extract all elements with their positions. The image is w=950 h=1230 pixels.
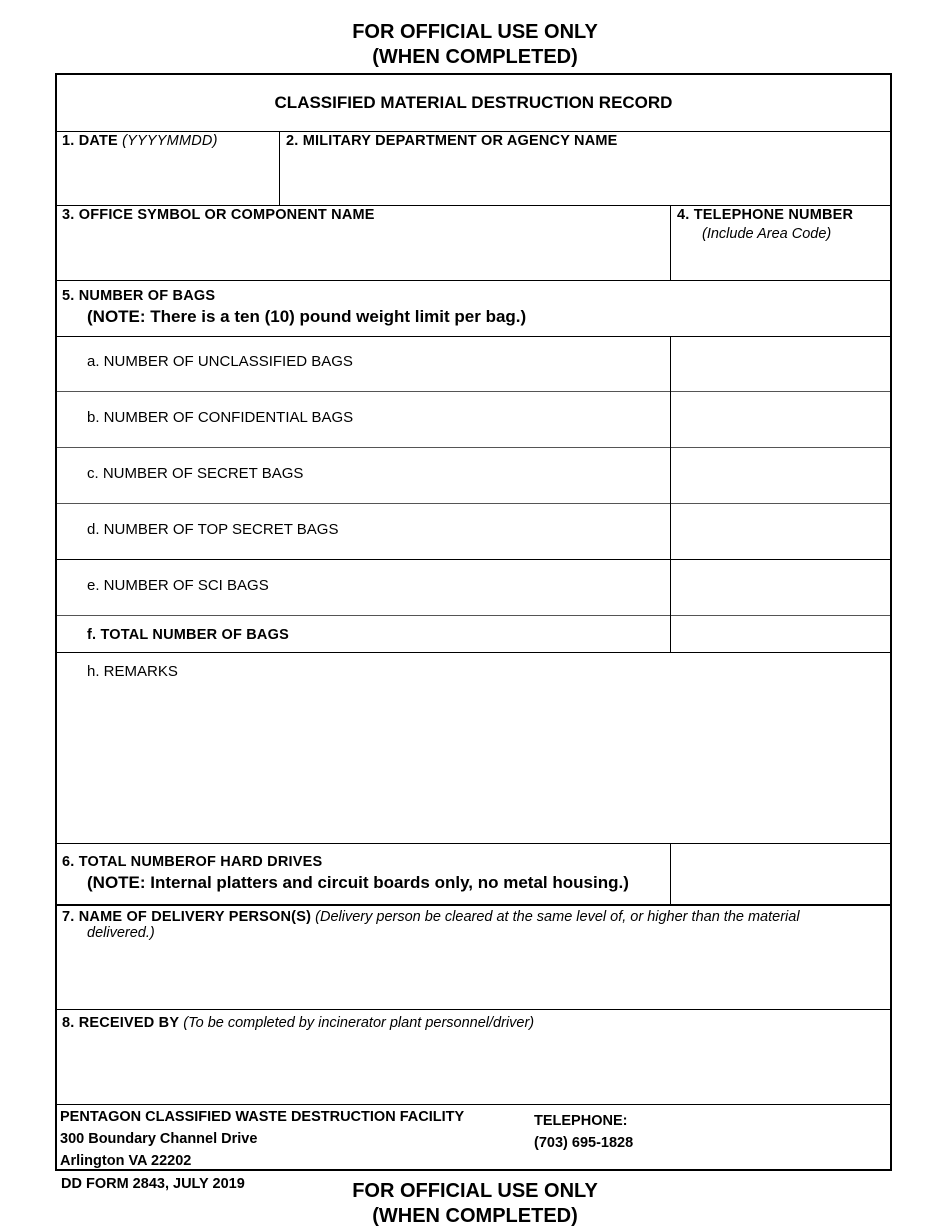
divider: [279, 131, 280, 206]
telephone-hint: (Include Area Code): [702, 226, 832, 242]
secret-bags-input[interactable]: [679, 467, 883, 485]
hard-drives-note: (NOTE: Internal platters and circuit boards only, no metal housing.): [87, 873, 629, 892]
remarks-label: h. REMARKS: [87, 663, 178, 680]
top-banner: [0, 20, 950, 70]
facility-name: PENTAGON CLASSIFIED WASTE DESTRUCTION FACILITY: [60, 1109, 465, 1125]
divider: [57, 904, 890, 906]
delivery-person-input[interactable]: [62, 953, 876, 971]
destruction-record-form: [55, 73, 892, 1171]
unclassified-bags-label: a. NUMBER OF UNCLASSIFIED BAGS: [87, 353, 353, 370]
office-symbol-cell: [62, 207, 667, 279]
agency-cell: [286, 133, 886, 205]
divider: [57, 559, 890, 560]
date-label-line: [62, 133, 277, 149]
facility-city: Arlington VA 22202: [60, 1153, 192, 1169]
divider: [57, 205, 890, 206]
divider: [57, 652, 890, 653]
office-symbol-input[interactable]: [62, 231, 661, 249]
divider: [57, 1104, 890, 1105]
telephone-cell: [677, 207, 889, 279]
hard-drives-label: 6. TOTAL NUMBEROF HARD DRIVES: [62, 854, 323, 870]
bottom-banner: [0, 1179, 950, 1229]
divider: [670, 336, 671, 652]
received-by-hint: (To be completed by incinerator plant personnel/driver): [183, 1015, 535, 1031]
delivery-person-cell: [62, 909, 887, 1007]
divider: [670, 843, 671, 905]
hard-drives-cell: [62, 854, 667, 902]
agency-input[interactable]: [286, 157, 880, 175]
divider: [57, 131, 890, 132]
bags-label: 5. NUMBER OF BAGS: [62, 288, 216, 304]
telephone-input[interactable]: [677, 246, 881, 264]
divider: [57, 336, 890, 337]
top-secret-bags-label: d. NUMBER OF TOP SECRET BAGS: [87, 521, 339, 538]
received-by-label: 8. RECEIVED BY: [62, 1015, 180, 1031]
unclassified-bags-input[interactable]: [679, 355, 883, 373]
top-secret-bags-input[interactable]: [679, 523, 883, 541]
divider: [57, 843, 890, 844]
divider: [57, 615, 890, 616]
date-input[interactable]: [62, 157, 271, 175]
top-banner-line1: FOR OFFICIAL USE ONLY: [352, 21, 598, 43]
agency-label: 2. MILITARY DEPARTMENT OR AGENCY NAME: [286, 133, 618, 149]
secret-bags-label: c. NUMBER OF SECRET BAGS: [87, 465, 304, 482]
confidential-bags-input[interactable]: [679, 411, 883, 429]
form-title-cell: [57, 75, 890, 130]
delivery-person-hint: (Delivery person be cleared at the same level of, or higher than the material: [315, 909, 800, 925]
facility-telephone-label: TELEPHONE:: [534, 1113, 628, 1129]
divider: [57, 280, 890, 281]
date-format-hint: (YYYYMMDD): [122, 133, 218, 149]
date-label: 1. DATE: [62, 133, 118, 149]
divider: [57, 447, 890, 448]
received-by-label-line: [62, 1015, 887, 1031]
form-id: DD FORM 2843, JULY 2019: [61, 1176, 245, 1192]
divider: [57, 1009, 890, 1010]
delivery-person-label: 7. NAME OF DELIVERY PERSON(S): [62, 909, 312, 925]
remarks-textarea[interactable]: [87, 687, 881, 841]
total-bags-input[interactable]: [679, 625, 883, 643]
facility-telephone-number: (703) 695-1828: [534, 1135, 634, 1151]
sci-bags-label: e. NUMBER OF SCI BAGS: [87, 577, 269, 594]
bottom-banner-line2: (WHEN COMPLETED): [372, 1205, 578, 1227]
date-cell: [62, 133, 277, 205]
total-bags-label: f. TOTAL NUMBER OF BAGS: [87, 627, 289, 643]
facility-street: 300 Boundary Channel Drive: [60, 1131, 258, 1147]
received-by-cell: [62, 1015, 887, 1103]
telephone-label: 4. TELEPHONE NUMBER: [677, 207, 854, 223]
divider: [670, 205, 671, 280]
sci-bags-input[interactable]: [679, 579, 883, 597]
form-title: CLASSIFIED MATERIAL DESTRUCTION RECORD: [274, 92, 673, 112]
confidential-bags-label: b. NUMBER OF CONFIDENTIAL BAGS: [87, 409, 354, 426]
received-by-input[interactable]: [62, 1045, 876, 1063]
top-banner-line2: (WHEN COMPLETED): [372, 46, 578, 68]
facility-telephone: [534, 1110, 734, 1154]
divider: [57, 503, 890, 504]
facility-address: [60, 1106, 530, 1168]
divider: [57, 391, 890, 392]
hard-drives-input[interactable]: [679, 863, 883, 881]
bags-weight-note: (NOTE: There is a ten (10) pound weight limit per bag.): [87, 307, 527, 326]
delivery-person-hint-cont: delivered.): [87, 925, 155, 941]
bottom-banner-line1: FOR OFFICIAL USE ONLY: [352, 1180, 598, 1202]
delivery-person-label-line: [62, 909, 887, 925]
office-symbol-label: 3. OFFICE SYMBOL OR COMPONENT NAME: [62, 207, 375, 223]
bags-header-cell: [62, 288, 882, 334]
